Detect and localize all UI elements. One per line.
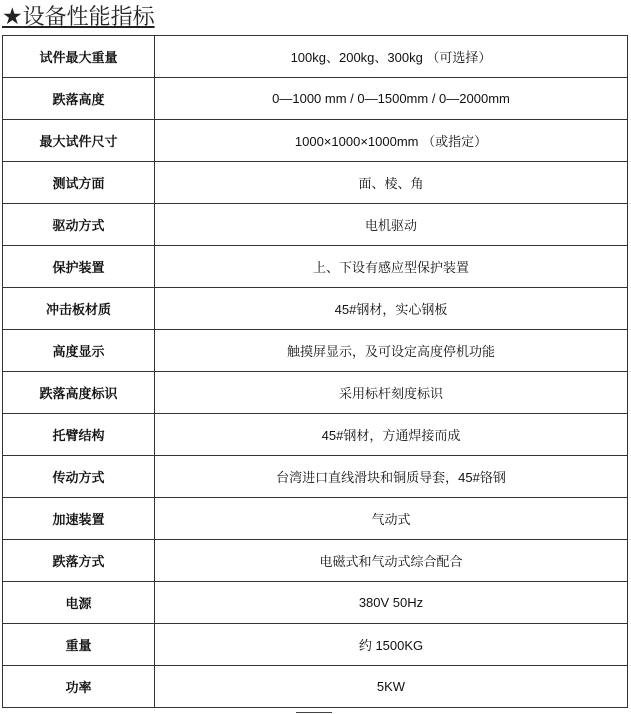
table-row xyxy=(3,120,628,162)
table-row xyxy=(3,540,628,582)
spec-label: 重量 xyxy=(3,624,155,666)
table-row xyxy=(3,288,628,330)
star-icon: ★ xyxy=(2,4,23,30)
table-row xyxy=(3,162,628,204)
table-row xyxy=(3,372,628,414)
divider xyxy=(296,712,332,713)
spec-value: 电机驱动 xyxy=(155,204,628,246)
spec-value: 台湾进口直线滑块和铜质导套，45#铬钢 xyxy=(155,456,628,498)
table-row xyxy=(3,498,628,540)
spec-label: 最大试件尺寸 xyxy=(3,120,155,162)
spec-label: 传动方式 xyxy=(3,456,155,498)
table-row xyxy=(3,582,628,624)
spec-value: 45#钢材，方通焊接而成 xyxy=(155,414,628,456)
spec-label: 电源 xyxy=(3,582,155,624)
spec-label: 加速装置 xyxy=(3,498,155,540)
spec-label: 保护装置 xyxy=(3,246,155,288)
spec-label: 测试方面 xyxy=(3,162,155,204)
spec-value: 100kg、200kg、300kg （可选择） xyxy=(155,36,628,78)
spec-value: 约 1500KG xyxy=(155,624,628,666)
spec-value: 采用标杆刻度标识 xyxy=(155,372,628,414)
table-row xyxy=(3,456,628,498)
section-title xyxy=(2,2,155,32)
table-row xyxy=(3,78,628,120)
spec-value: 气动式 xyxy=(155,498,628,540)
spec-label: 功率 xyxy=(3,666,155,708)
table-row xyxy=(3,204,628,246)
spec-value: 面、棱、角 xyxy=(155,162,628,204)
spec-value: 电磁式和气动式综合配合 xyxy=(155,540,628,582)
spec-label: 驱动方式 xyxy=(3,204,155,246)
spec-value: 上、下设有感应型保护装置 xyxy=(155,246,628,288)
table-row xyxy=(3,414,628,456)
spec-label: 跌落方式 xyxy=(3,540,155,582)
spec-label: 冲击板材质 xyxy=(3,288,155,330)
spec-label: 跌落高度标识 xyxy=(3,372,155,414)
table-row xyxy=(3,246,628,288)
spec-value: 触摸屏显示，及可设定高度停机功能 xyxy=(155,330,628,372)
table-row xyxy=(3,330,628,372)
spec-label: 试件最大重量 xyxy=(3,36,155,78)
spec-value: 0—1000 mm / 0—1500mm / 0—2000mm xyxy=(155,78,628,120)
table-row xyxy=(3,666,628,708)
spec-value: 380V 50Hz xyxy=(155,582,628,624)
spec-label: 跌落高度 xyxy=(3,78,155,120)
table-row xyxy=(3,36,628,78)
spec-table xyxy=(2,35,628,708)
spec-value: 5KW xyxy=(155,666,628,708)
section-title-text: 设备性能指标 xyxy=(22,5,155,30)
spec-value: 45#钢材，实心钢板 xyxy=(155,288,628,330)
spec-label: 高度显示 xyxy=(3,330,155,372)
table-row xyxy=(3,624,628,666)
spec-label: 托臂结构 xyxy=(3,414,155,456)
spec-value: 1000×1000×1000mm （或指定） xyxy=(155,120,628,162)
